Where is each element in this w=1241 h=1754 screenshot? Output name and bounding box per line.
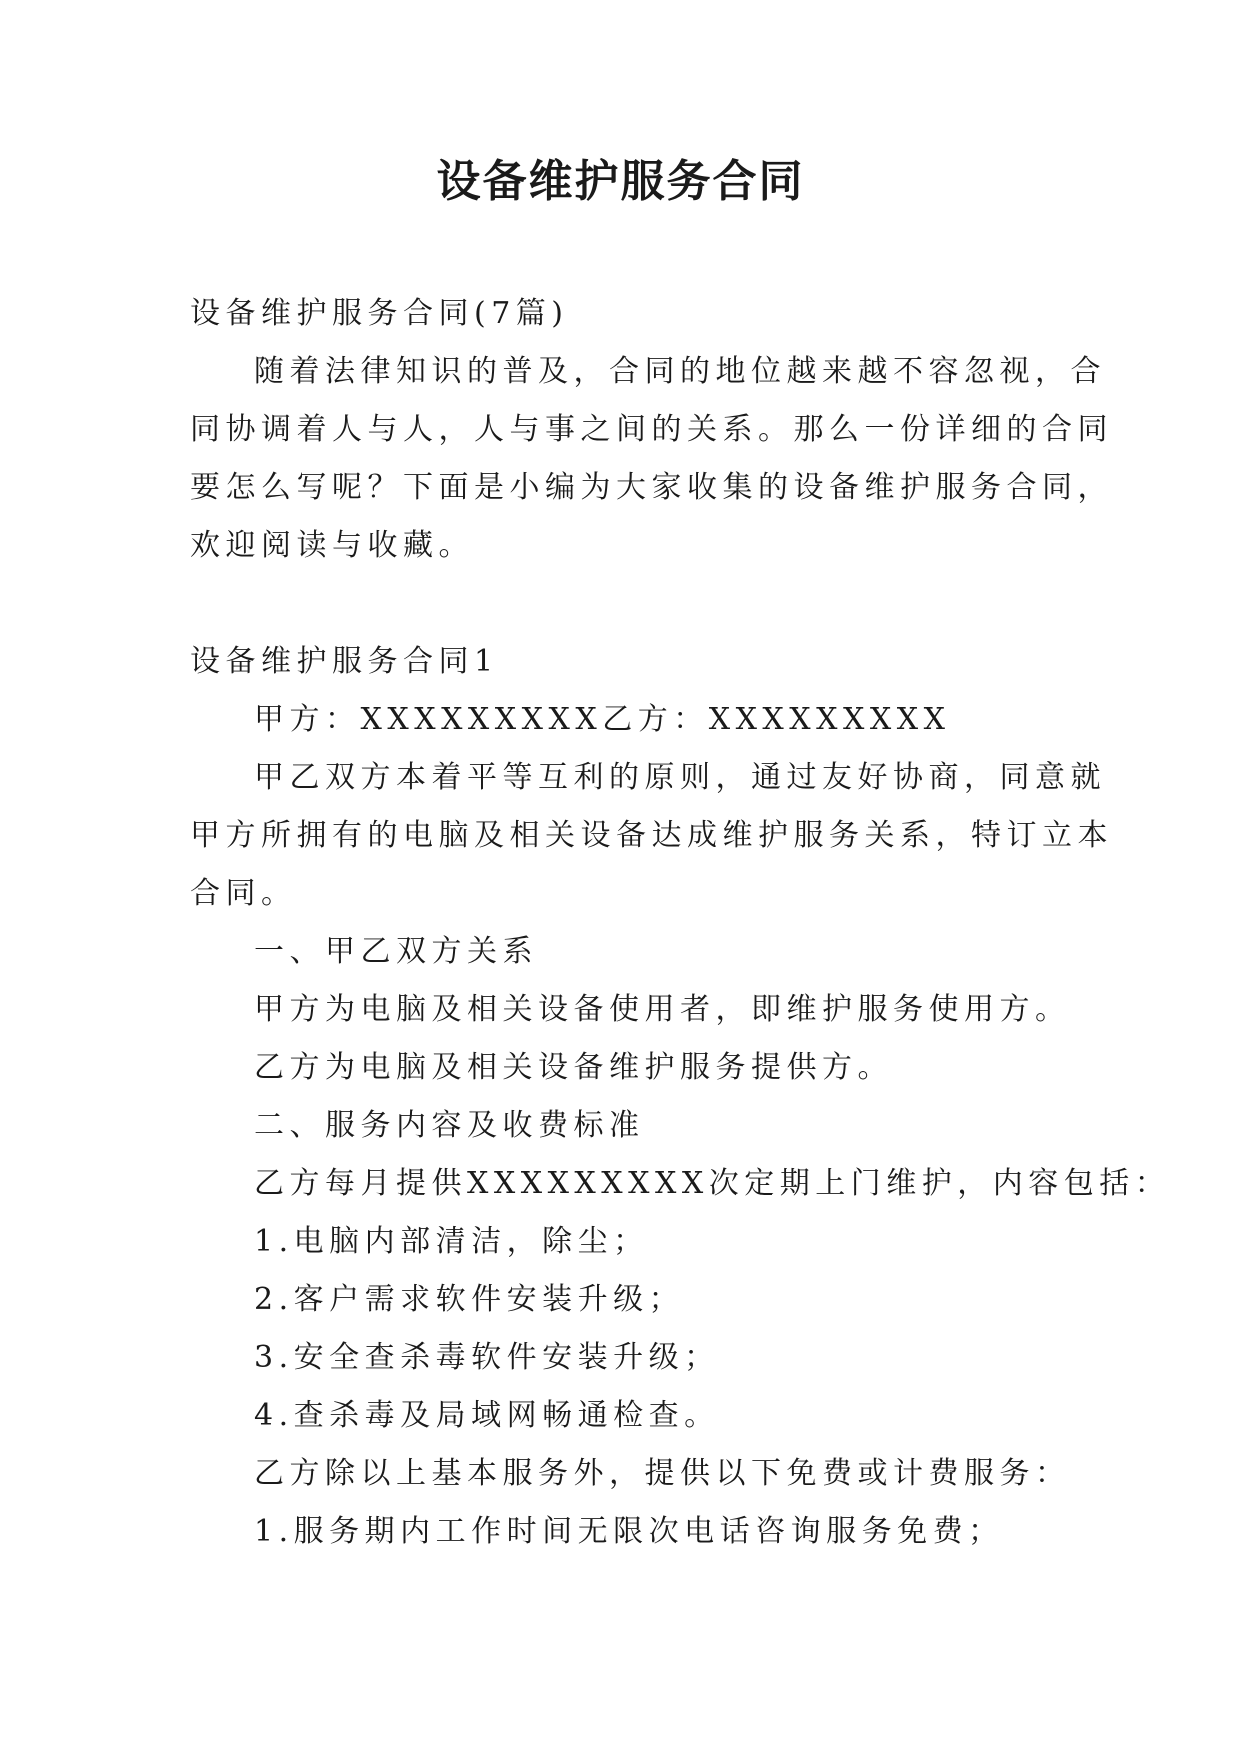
document-title: 设备维护服务合同 [436, 156, 805, 207]
intro-paragraph-line: 同协调着人与人，人与事之间的关系。那么一份详细的合同 [190, 412, 1113, 447]
clause-heading: 一、甲乙双方关系 [254, 934, 538, 969]
intro-paragraph-line: 欢迎阅读与收藏。 [190, 528, 474, 563]
body-paragraph-line: 甲乙双方本着平等互利的原则，通过友好协商，同意就 [254, 760, 1106, 795]
clause-text: 乙方除以上基本服务外，提供以下免费或计费服务： [254, 1456, 1071, 1491]
parties-line: 甲方：XXXXXXXXX乙方：XXXXXXXXX [254, 702, 951, 737]
body-paragraph-line: 甲方所拥有的电脑及相关设备达成维护服务关系，特订立本 [190, 818, 1113, 853]
list-item: 4.查杀毒及局域网畅通检查。 [254, 1398, 720, 1433]
list-item: 3.安全查杀毒软件安装升级； [254, 1340, 720, 1375]
subtitle-line: 设备维护服务合同(7篇) [190, 296, 569, 331]
intro-paragraph-line: 要怎么写呢？下面是小编为大家收集的设备维护服务合同， [190, 470, 1113, 505]
list-item: 1.电脑内部清洁，除尘； [254, 1224, 649, 1259]
clause-heading: 二、服务内容及收费标准 [254, 1108, 645, 1143]
list-item: 1.服务期内工作时间无限次电话咨询服务免费； [254, 1514, 1004, 1549]
clause-text: 乙方为电脑及相关设备维护服务提供方。 [254, 1050, 893, 1085]
body-paragraph-line: 合同。 [190, 876, 297, 911]
clause-text: 甲方为电脑及相关设备使用者，即维护服务使用方。 [254, 992, 1071, 1027]
clause-text: 乙方每月提供XXXXXXXXX次定期上门维护，内容包括： [254, 1166, 1171, 1201]
list-item: 2.客户需求软件安装升级； [254, 1282, 685, 1317]
section-heading: 设备维护服务合同1 [190, 644, 499, 679]
intro-paragraph-line: 随着法律知识的普及，合同的地位越来越不容忽视，合 [254, 354, 1106, 389]
